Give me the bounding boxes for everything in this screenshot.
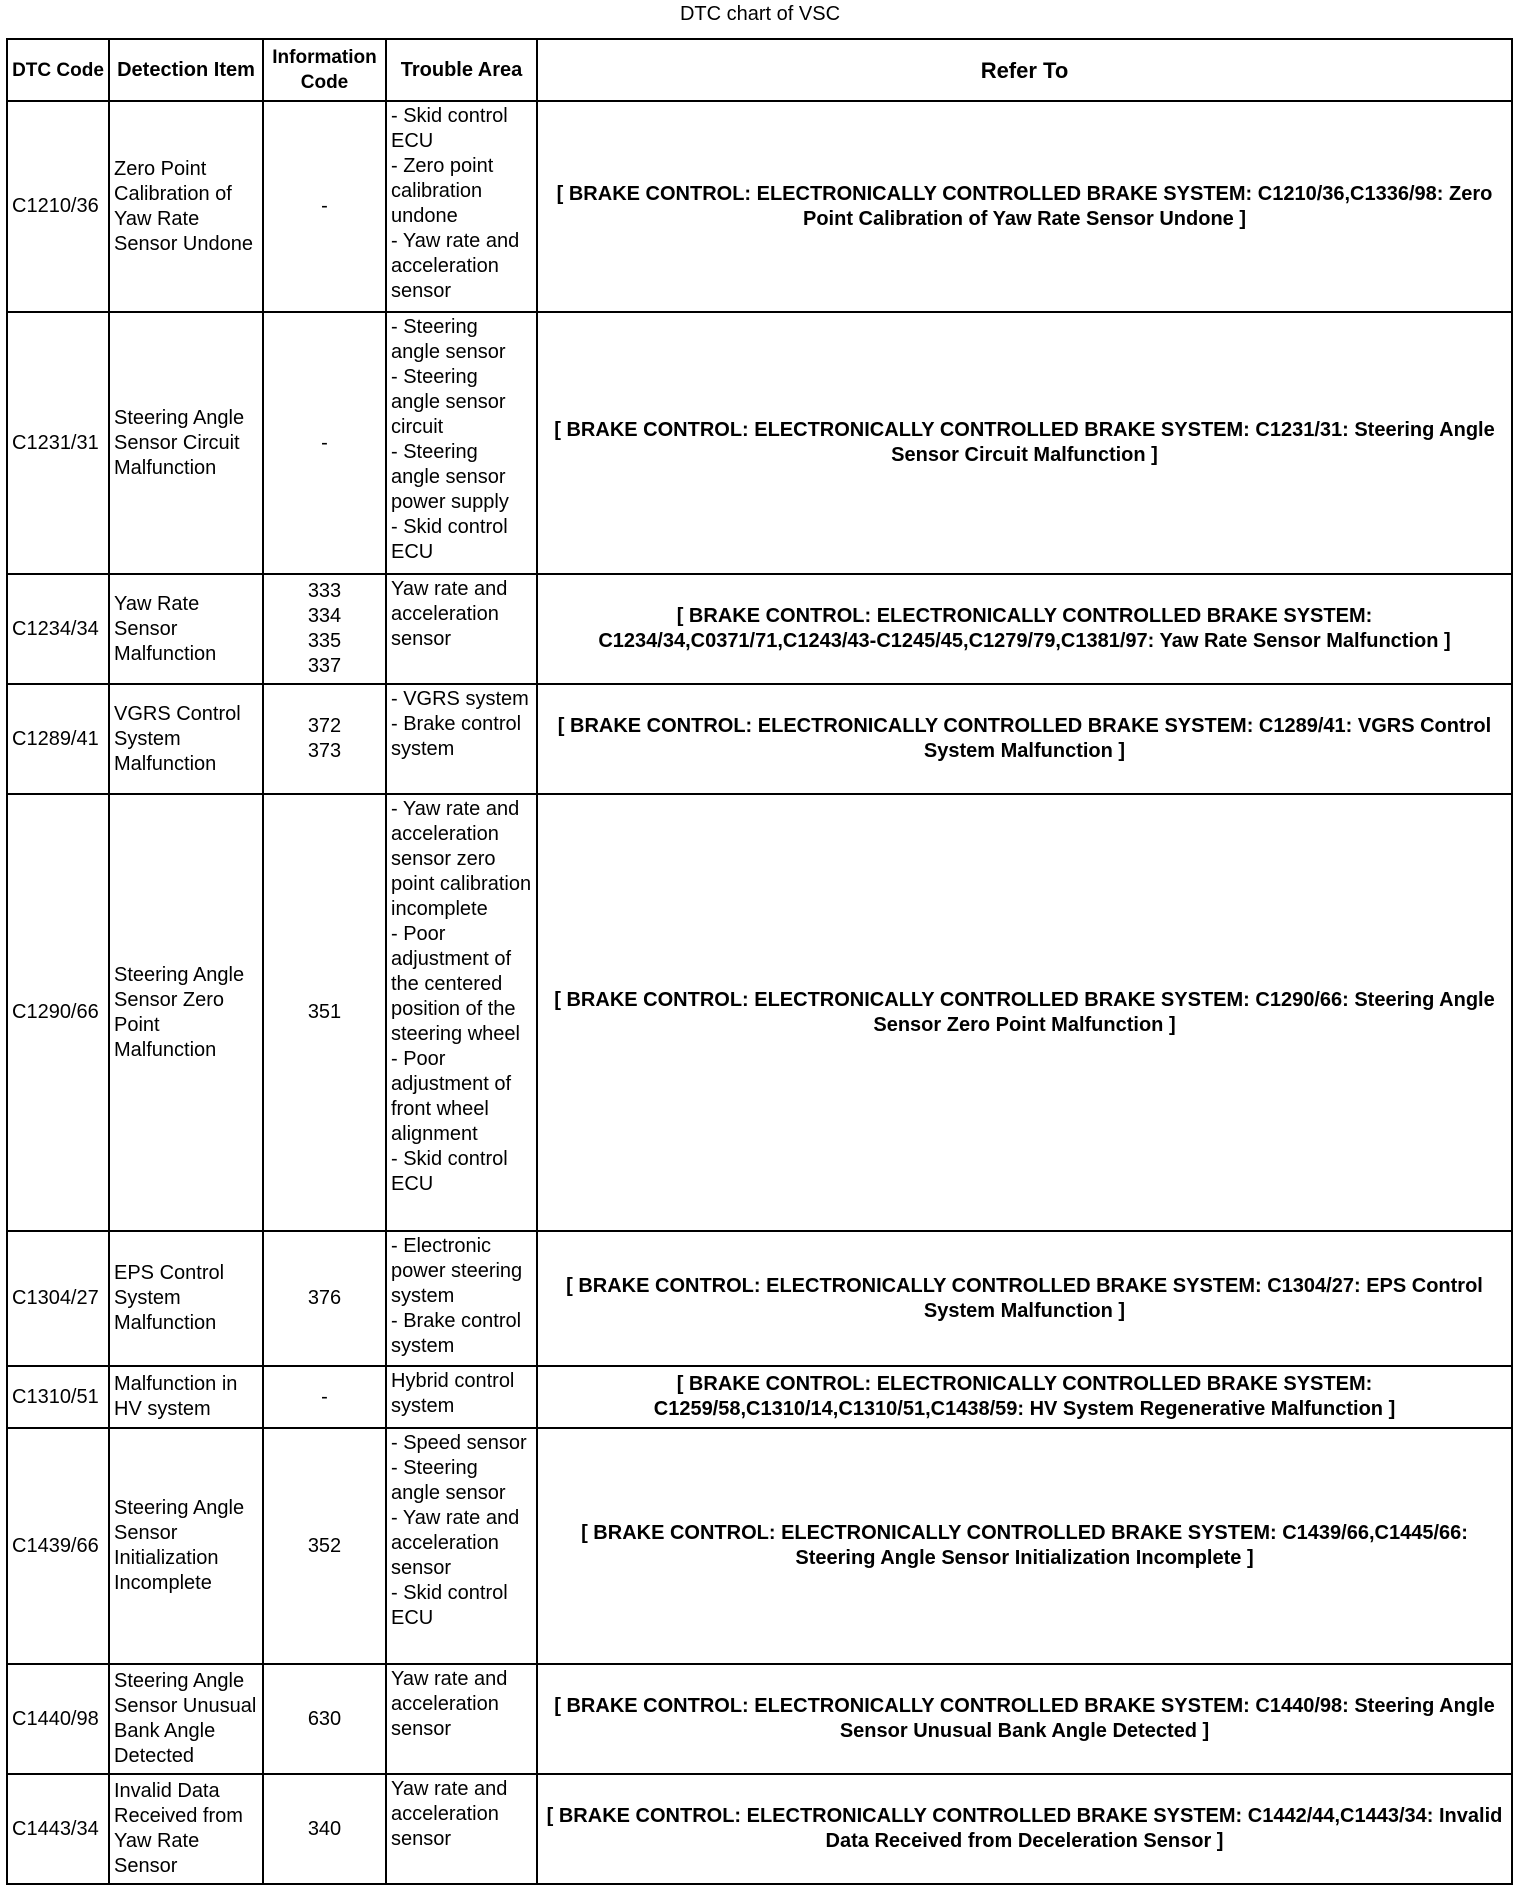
header-refer-to: Refer To xyxy=(537,39,1512,101)
trouble-area-cell: - Yaw rate and acceleration sensor zero point calibration incomplete - Poor adjustment of the centered position of the steering wheel - Poor adjustment of front wheel alignment - Skid control ECU xyxy=(386,794,537,1231)
detection-item-cell: EPS Control System Malfunction xyxy=(109,1231,263,1366)
trouble-area-cell: Yaw rate and acceleration sensor xyxy=(386,1664,537,1774)
refer-to-link[interactable]: [ BRAKE CONTROL: ELECTRONICALLY CONTROLLED BRAKE SYSTEM: C1259/58,C1310/14,C1310/51,C1438/59: HV System Regenerative Malfunction ] xyxy=(537,1366,1512,1428)
information-code-cell: 372 373 xyxy=(263,684,386,794)
trouble-area-cell: Yaw rate and acceleration sensor xyxy=(386,574,537,684)
header-trouble-area: Trouble Area xyxy=(386,39,537,101)
refer-to-link[interactable]: [ BRAKE CONTROL: ELECTRONICALLY CONTROLLED BRAKE SYSTEM: C1289/41: VGRS Control System Malfunction ] xyxy=(537,684,1512,794)
information-code-cell: - xyxy=(263,101,386,312)
table-row xyxy=(7,684,1512,794)
information-code-cell: 351 xyxy=(263,794,386,1231)
refer-to-link[interactable]: [ BRAKE CONTROL: ELECTRONICALLY CONTROLLED BRAKE SYSTEM: C1290/66: Steering Angle Sensor Zero Point Malfunction ] xyxy=(537,794,1512,1231)
detection-item-cell: Steering Angle Sensor Zero Point Malfunction xyxy=(109,794,263,1231)
table-row xyxy=(7,101,1512,312)
dtc-code-cell: C1290/66 xyxy=(7,794,109,1231)
detection-item-cell: Steering Angle Sensor Circuit Malfunction xyxy=(109,312,263,574)
information-code-cell: 352 xyxy=(263,1428,386,1664)
information-code-cell: - xyxy=(263,312,386,574)
table-row xyxy=(7,1664,1512,1774)
information-code-cell: 630 xyxy=(263,1664,386,1774)
dtc-code-cell: C1304/27 xyxy=(7,1231,109,1366)
dtc-code-cell: C1310/51 xyxy=(7,1366,109,1428)
information-code-cell: 333 334 335 337 xyxy=(263,574,386,684)
dtc-code-cell: C1443/34 xyxy=(7,1774,109,1884)
dtc-code-cell: C1231/31 xyxy=(7,312,109,574)
detection-item-cell: VGRS Control System Malfunction xyxy=(109,684,263,794)
table-row xyxy=(7,574,1512,684)
refer-to-link[interactable]: [ BRAKE CONTROL: ELECTRONICALLY CONTROLLED BRAKE SYSTEM: C1439/66,C1445/66: Steering Angle Sensor Initialization Incomplete ] xyxy=(537,1428,1512,1664)
page-title: DTC chart of VSC xyxy=(679,3,841,25)
trouble-area-cell: - Skid control ECU - Zero point calibration undone - Yaw rate and acceleration sensor xyxy=(386,101,537,312)
table-row xyxy=(7,312,1512,574)
dtc-code-cell: C1210/36 xyxy=(7,101,109,312)
dtc-table xyxy=(6,38,1513,1885)
table-row xyxy=(7,794,1512,1231)
trouble-area-cell: Hybrid control system xyxy=(386,1366,537,1428)
dtc-code-cell: C1234/34 xyxy=(7,574,109,684)
detection-item-cell: Malfunction in HV system xyxy=(109,1366,263,1428)
refer-to-link[interactable]: [ BRAKE CONTROL: ELECTRONICALLY CONTROLLED BRAKE SYSTEM: C1234/34,C0371/71,C1243/43-C1245/45,C1279/79,C1381/97: Yaw Rate Sensor Malfunction ] xyxy=(537,574,1512,684)
refer-to-link[interactable]: [ BRAKE CONTROL: ELECTRONICALLY CONTROLLED BRAKE SYSTEM: C1442/44,C1443/34: Invalid Data Received from Deceleration Sensor ] xyxy=(537,1774,1512,1884)
detection-item-cell: Zero Point Calibration of Yaw Rate Sensor Undone xyxy=(109,101,263,312)
trouble-area-cell: - Electronic power steering system - Brake control system xyxy=(386,1231,537,1366)
detection-item-cell: Steering Angle Sensor Initialization Incomplete xyxy=(109,1428,263,1664)
refer-to-link[interactable]: [ BRAKE CONTROL: ELECTRONICALLY CONTROLLED BRAKE SYSTEM: C1304/27: EPS Control System Malfunction ] xyxy=(537,1231,1512,1366)
header-dtc-code: DTC Code xyxy=(7,39,109,101)
header-information-code: Information Code xyxy=(263,39,386,101)
information-code-cell: 340 xyxy=(263,1774,386,1884)
refer-to-link[interactable]: [ BRAKE CONTROL: ELECTRONICALLY CONTROLLED BRAKE SYSTEM: C1231/31: Steering Angle Sensor Circuit Malfunction ] xyxy=(537,312,1512,574)
information-code-cell: 376 xyxy=(263,1231,386,1366)
detection-item-cell: Yaw Rate Sensor Malfunction xyxy=(109,574,263,684)
table-header-row xyxy=(7,39,1512,101)
dtc-code-cell: C1289/41 xyxy=(7,684,109,794)
dtc-code-cell: C1440/98 xyxy=(7,1664,109,1774)
table-row xyxy=(7,1231,1512,1366)
dtc-code-cell: C1439/66 xyxy=(7,1428,109,1664)
table-row xyxy=(7,1774,1512,1884)
trouble-area-cell: - VGRS system - Brake control system xyxy=(386,684,537,794)
refer-to-link[interactable]: [ BRAKE CONTROL: ELECTRONICALLY CONTROLLED BRAKE SYSTEM: C1440/98: Steering Angle Sensor Unusual Bank Angle Detected ] xyxy=(537,1664,1512,1774)
refer-to-link[interactable]: [ BRAKE CONTROL: ELECTRONICALLY CONTROLLED BRAKE SYSTEM: C1210/36,C1336/98: Zero Point Calibration of Yaw Rate Sensor Undone ] xyxy=(537,101,1512,312)
trouble-area-cell: - Speed sensor - Steering angle sensor - Yaw rate and acceleration sensor - Skid control ECU xyxy=(386,1428,537,1664)
header-detection-item: Detection Item xyxy=(109,39,263,101)
table-row xyxy=(7,1428,1512,1664)
trouble-area-cell: - Steering angle sensor - Steering angle sensor circuit - Steering angle sensor power supply - Skid control ECU xyxy=(386,312,537,574)
detection-item-cell: Invalid Data Received from Yaw Rate Sensor xyxy=(109,1774,263,1884)
information-code-cell: - xyxy=(263,1366,386,1428)
trouble-area-cell: Yaw rate and acceleration sensor xyxy=(386,1774,537,1884)
detection-item-cell: Steering Angle Sensor Unusual Bank Angle Detected xyxy=(109,1664,263,1774)
table-row xyxy=(7,1366,1512,1428)
